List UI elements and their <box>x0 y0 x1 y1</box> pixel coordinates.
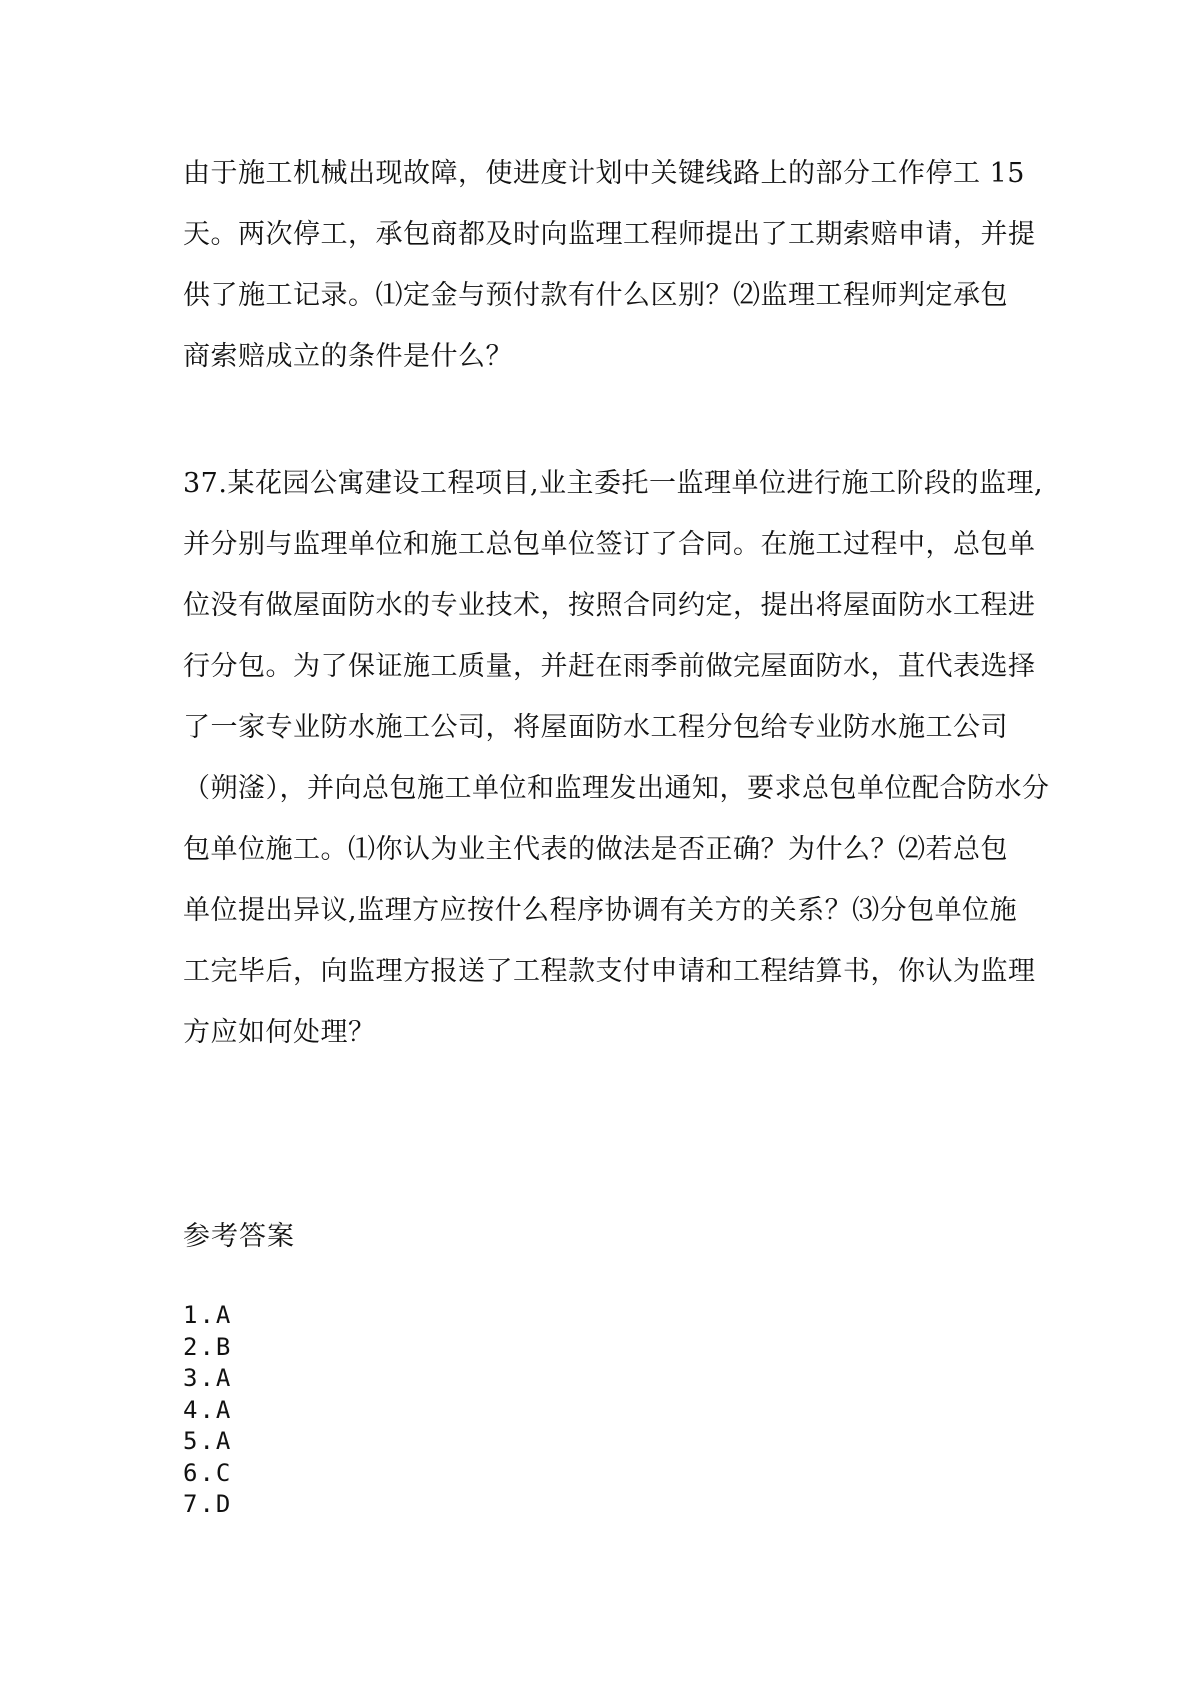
paragraph-line: 天。两次停工，承包商都及时向监理工程师提出了工期索赔申请，并提 <box>183 219 1036 250</box>
paragraph-line: 37.某花园公寓建设工程项目,业主委托一监理单位进行施工阶段的监理, <box>183 468 1044 499</box>
question-37 <box>183 453 1050 1063</box>
answer-key-list <box>183 1300 232 1521</box>
answer-item: 3.A <box>183 1364 233 1392</box>
paragraph-line: 位没有做屋面防水的专业技术，按照合同约定，提出将屋面防水工程进 <box>183 590 1036 621</box>
answer-item: 5.A <box>183 1427 233 1455</box>
paragraph-line: 了一家专业防水施工公司，将屋面防水工程分包给专业防水施工公司 <box>183 712 1008 743</box>
paragraph-line: （朔滏），并向总包施工单位和监理发出通知，要求总包单位配合防水分 <box>183 773 1050 804</box>
answer-item: 2.B <box>183 1332 233 1361</box>
paragraph-line: 方应如何处理？ <box>183 1017 376 1048</box>
answer-item: 4.A <box>183 1395 233 1424</box>
paragraph-line: 行分包。为了保证施工质量，并赶在雨季前做完屋面防水，苴代表选择 <box>183 651 1036 682</box>
answer-item: 6.C <box>183 1458 233 1487</box>
paragraph-line: 供了施工记录。⑴定金与预付款有什么区别？⑵监理工程师判定承包 <box>183 280 1008 311</box>
answer-item: 1.A <box>183 1301 233 1329</box>
question-36-continuation <box>183 143 1036 387</box>
answer-key-heading: 参考答案 <box>183 1221 295 1252</box>
paragraph-line: 工完毕后，向监理方报送了工程款支付申请和工程结算书，你认为监理 <box>183 956 1036 987</box>
answer-item: 7.D <box>183 1490 233 1518</box>
paragraph-line: 并分别与监理单位和施工总包单位签订了合同。在施工过程中，总包单 <box>183 529 1036 560</box>
paragraph-line: 包单位施工。⑴你认为业主代表的做法是否正确？为什么？⑵若总包 <box>183 834 1008 865</box>
paragraph-line: 商索赔成立的条件是什么？ <box>183 341 513 372</box>
paragraph-line: 单位提出异议,监理方应按什么程序协调有关方的关系？⑶分包单位施 <box>183 895 1018 926</box>
paragraph-line: 由于施工机械出现故障，使进度计划中关键线路上的部分工作停工 15 <box>183 158 1025 189</box>
